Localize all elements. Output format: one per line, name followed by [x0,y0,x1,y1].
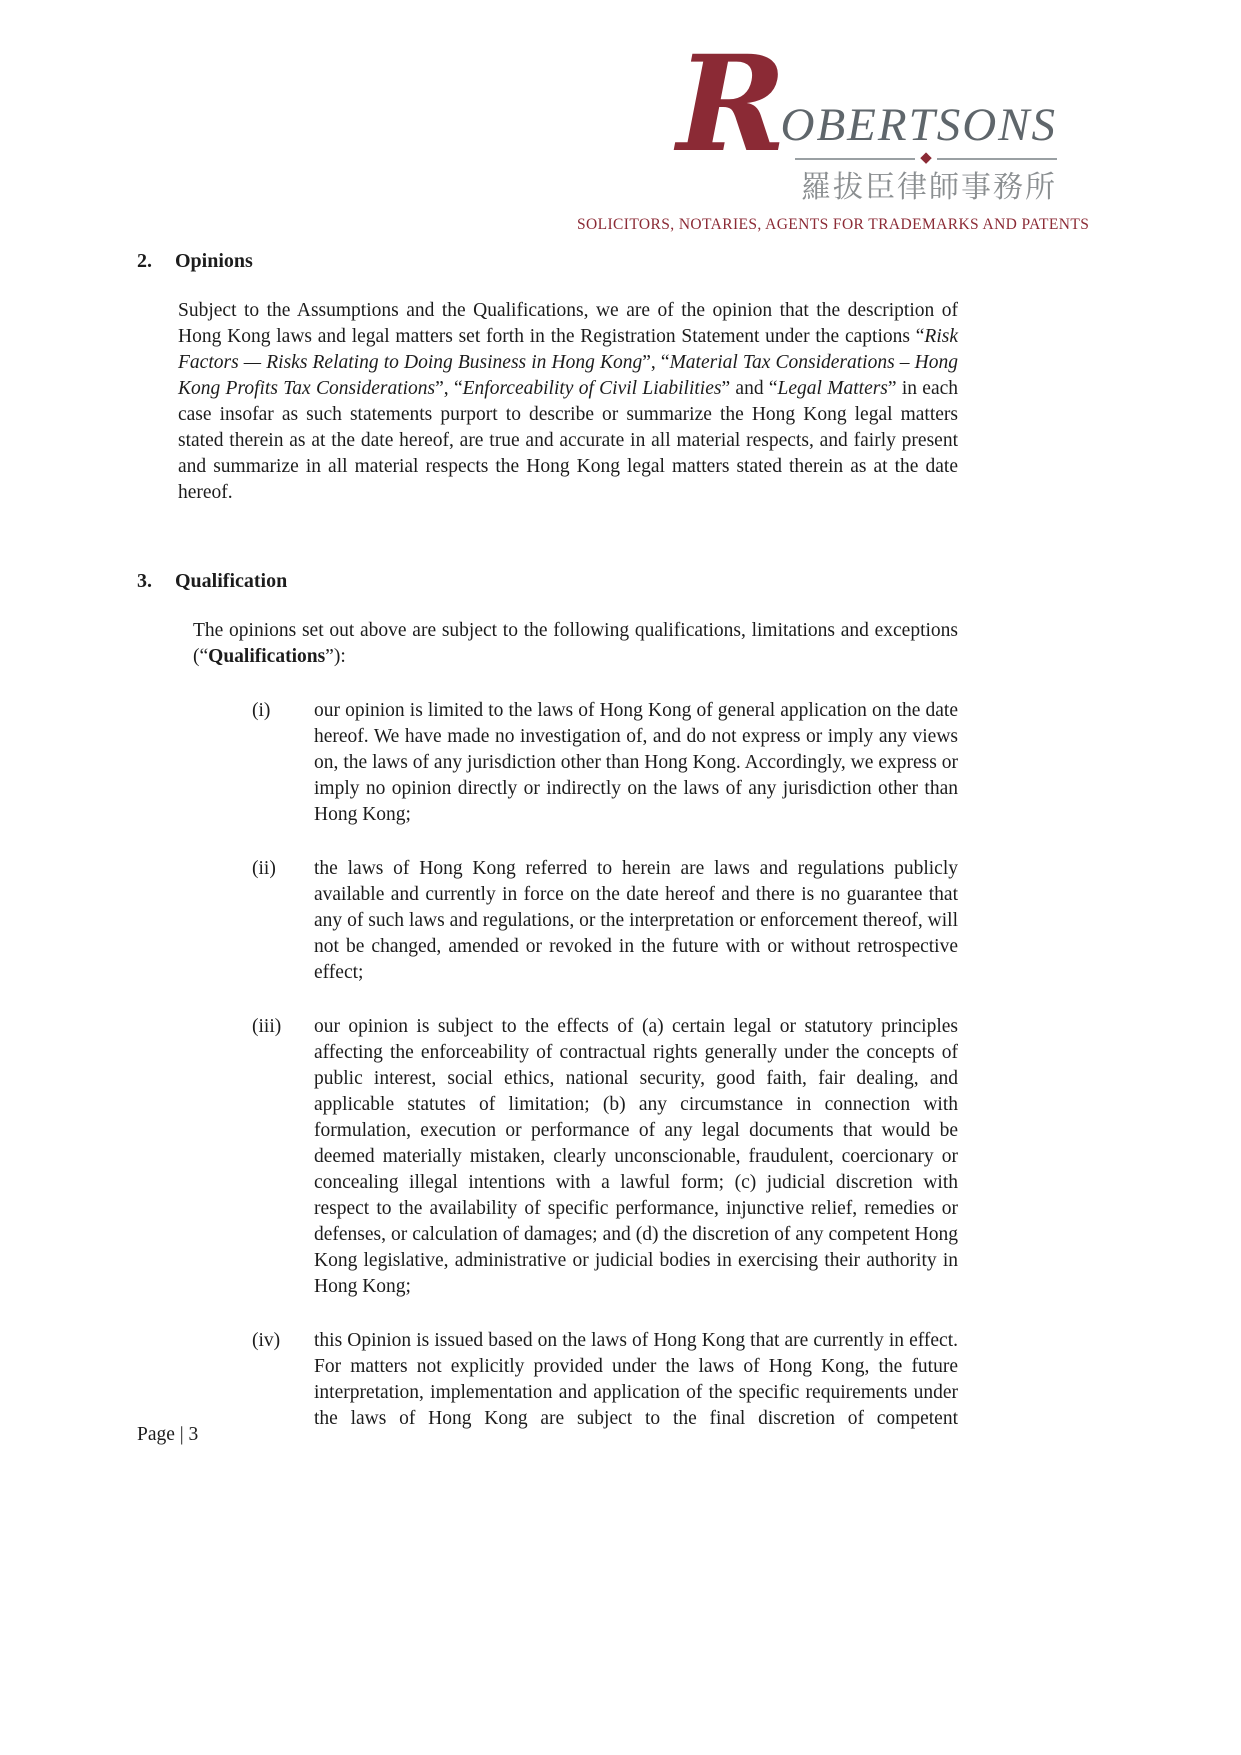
section-qualification [137,568,958,1432]
item-marker: (i) [252,700,271,721]
section-qualification-body [193,618,958,1432]
qualification-item-iv [252,1328,958,1432]
item-text: our opinion is subject to the effects of (a) certain legal or statutory principles affecting the enforceability of contractual rights generally under the concepts of public interest, social ethics, national security, good faith, fair dealing, and applicable statutes of limitation; (b) any circumstance in connection with formulation, execution or performance of any legal documents that would be deemed materially mistaken, clearly unconscionable, fraudulent, coercionary or concealing illegal intentions with a lawful form; (c) judicial discretion with respect to the availability of specific performance, injunctive relief, remedies or defenses, or calculation of damages; and (d) the discretion of any competent Hong Kong legislative, administrative or judicial bodies in exercising their authority in Hong Kong; [314,1016,958,1297]
item-text: our opinion is limited to the laws of Hong Kong of general application on the date hereof. We have made no investigation of, and do not express or imply any views on, the laws of any jurisdiction other than Hong Kong. Accordingly, we express or imply no opinion directly or indirectly on the laws of any jurisdiction other than Hong Kong; [314,700,958,825]
opinions-paragraph: Subject to the Assumptions and the Qualifications, we are of the opinion that the description of Hong Kong laws and legal matters set forth in the Registration Statement under the captions “Risk Factors — Risks Relating to Doing Business in Hong Kong”, “Material Tax Considerations – Hong Kong Profits Tax Considerations”, “Enforceability of Civil Liabilities” and “Legal Matters” in each case insofar as such statements purport to describe or summarize the Hong Kong legal matters stated therein as at the date hereof, are true and accurate in all material respects, and fairly present and summarize in all material respects the Hong Kong legal matters stated therein as at the date hereof. [178,300,959,503]
qualification-intro-paragraph: The opinions set out above are subject to the following qualifications, limitations and exceptions (“Qualifications”): [193,620,958,667]
section-number: 2. [137,250,152,272]
diamond-icon: ◆ [920,150,932,166]
logo-name-text: OBERTSONS [780,99,1057,151]
qualification-item-i [252,698,958,828]
logo-tagline: SOLICITORS, NOTARIES, AGENTS FOR TRADEMARKS AND PATENTS [577,216,1090,233]
logo-initial-r: R [676,27,787,182]
qualification-item-ii [252,856,958,986]
document-content [0,248,1241,1432]
item-text: the laws of Hong Kong referred to herein are laws and regulations publicly available and currently in force on the date hereof and there is no guarantee that any of such laws and regulations, or the interpretation or enforcement thereof, will not be changed, amended or revoked in the future with or without retrospective effect; [314,858,958,983]
item-text: this Opinion is issued based on the laws of Hong Kong that are currently in effect. For matters not explicitly provided under the laws of Hong Kong, the future interpretation, implementation and application of the specific requirements under the laws of Hong Kong are subject to the final discretion of competent [314,1330,958,1429]
section-opinions [137,248,958,506]
qualification-item-iii [252,1014,958,1300]
divider-line-right [937,158,1057,160]
section-number: 3. [137,570,152,592]
item-marker: (ii) [252,858,276,879]
section-qualification-heading [137,568,958,594]
qualification-items [252,698,958,1432]
logo-divider [795,151,1057,166]
section-title: Qualification [175,570,288,592]
item-marker: (iii) [252,1016,282,1037]
item-marker: (iv) [252,1330,281,1351]
section-opinions-heading [137,248,958,274]
page-number: Page | 3 [137,1424,199,1445]
logo-wordmark [577,27,1057,182]
section-opinions-body [178,298,958,506]
section-title: Opinions [175,250,253,272]
logo-chinese-name: 羅拔臣律師事務所 [801,170,1057,205]
divider-line-left [795,158,915,160]
robertsons-logo [577,27,1090,234]
